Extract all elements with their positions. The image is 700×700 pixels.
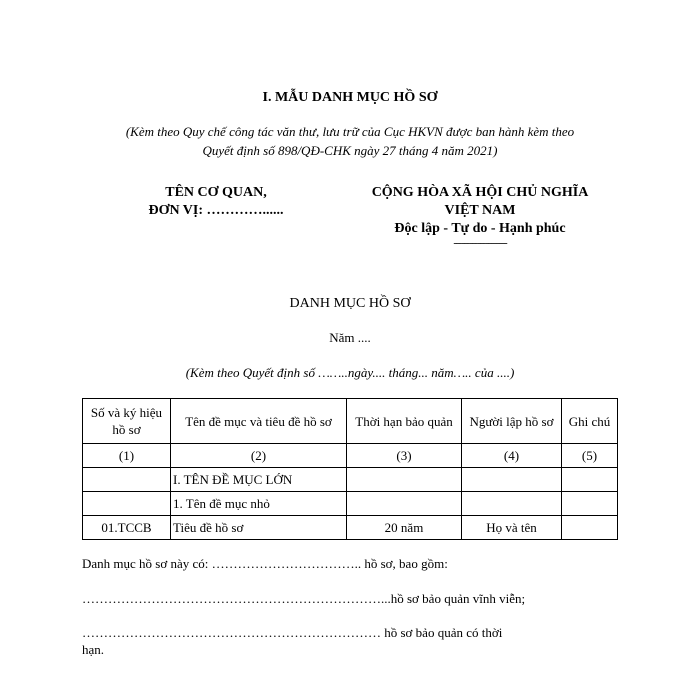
table-cell bbox=[562, 516, 618, 540]
table-cell: I. TÊN ĐỀ MỤC LỚN bbox=[171, 468, 347, 492]
table-row bbox=[83, 468, 618, 492]
table-cell bbox=[562, 492, 618, 516]
nation-name-line2: VIỆT NAM bbox=[444, 203, 516, 218]
table-cell: Tiêu đề hồ sơ bbox=[171, 516, 347, 540]
table-row bbox=[83, 492, 618, 516]
regulation-note-line1: (Kèm theo Quy chế công tác văn thư, lưu trữ của Cục HKVN được ban hành kèm theo bbox=[125, 124, 575, 139]
summary-limited-line-end: hạn. bbox=[82, 642, 105, 657]
motto-underline: -------------------- bbox=[453, 237, 507, 249]
table-number-row bbox=[83, 444, 618, 468]
table-cell bbox=[562, 468, 618, 492]
table-cell bbox=[83, 492, 171, 516]
table-cell bbox=[83, 468, 171, 492]
summary-permanent-line: ……………………………………………………………...hồ sơ bảo quản vĩnh viễn; bbox=[82, 591, 526, 606]
table-row bbox=[83, 516, 618, 540]
table-cell bbox=[462, 492, 562, 516]
table-header-row bbox=[83, 399, 618, 444]
table-cell: 20 năm bbox=[347, 516, 462, 540]
header-note: Ghi chú bbox=[562, 399, 618, 444]
header-retention: Thời hạn bảo quản bbox=[347, 399, 462, 444]
table-cell: 1. Tên đề mục nhỏ bbox=[171, 492, 347, 516]
year-line: Năm .... bbox=[329, 330, 371, 345]
header-title: Tên đề mục và tiêu đề hồ sơ bbox=[171, 399, 347, 444]
table-cell: 01.TCCB bbox=[83, 516, 171, 540]
national-motto: Độc lập - Tự do - Hạnh phúc bbox=[394, 221, 566, 236]
column-number: (5) bbox=[562, 444, 618, 468]
attachment-line: (Kèm theo Quyết định số ……..ngày.... tháng... năm….. của ....) bbox=[185, 365, 515, 380]
table-cell bbox=[347, 492, 462, 516]
table-cell bbox=[347, 468, 462, 492]
header-code: Số và ký hiệu hồ sơ bbox=[83, 399, 171, 444]
column-number: (4) bbox=[462, 444, 562, 468]
organization-name: TÊN CƠ QUAN, bbox=[165, 185, 267, 200]
document-title: I. MẪU DANH MỤC HỒ SƠ bbox=[262, 90, 438, 105]
records-table bbox=[82, 398, 618, 540]
organization-unit: ĐƠN VỊ: …………...... bbox=[148, 203, 284, 218]
table-cell: Họ và tên bbox=[462, 516, 562, 540]
column-number: (3) bbox=[347, 444, 462, 468]
nation-name-line1: CỘNG HÒA XÃ HỘI CHỦ NGHĨA bbox=[371, 185, 589, 200]
national-heading bbox=[330, 184, 630, 249]
column-number: (2) bbox=[171, 444, 347, 468]
header-author: Người lập hồ sơ bbox=[462, 399, 562, 444]
list-heading: DANH MỤC HỒ SƠ bbox=[289, 296, 411, 311]
summary-limited-line: …………………………………………………………… hồ sơ bảo quản có thời bbox=[82, 625, 503, 640]
column-number: (1) bbox=[83, 444, 171, 468]
organization-block bbox=[108, 184, 324, 220]
table-cell bbox=[462, 468, 562, 492]
regulation-note-line2: Quyết định số 898/QĐ-CHK ngày 27 tháng 4 năm 2021) bbox=[202, 143, 498, 158]
summary-total-line: Danh mục hồ sơ này có: …………………………….. hồ sơ, bao gồm: bbox=[82, 556, 448, 571]
